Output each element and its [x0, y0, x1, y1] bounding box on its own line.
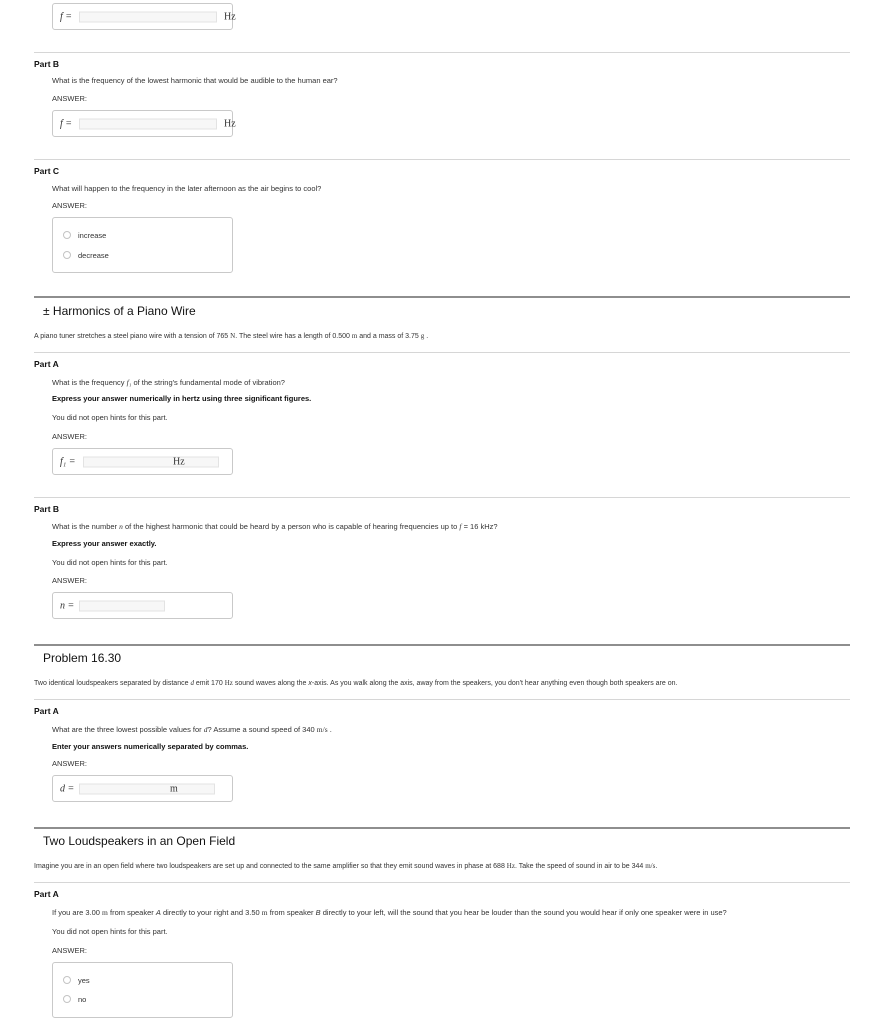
- unit-label: Hz: [173, 456, 185, 467]
- answer-label: ANSWER:: [52, 201, 88, 210]
- part-a-heading: Part A: [34, 359, 59, 369]
- answer-label: ANSWER:: [52, 432, 88, 441]
- part-c-choices-box: [52, 217, 233, 273]
- frequency-variable-label: f =: [60, 118, 73, 129]
- part-c-question: What will happen to the frequency in the later afternoon as the air begins to cool?: [52, 184, 322, 193]
- f1-variable-label: f₁ =: [60, 456, 76, 467]
- part-a-instruction: Express your answer numerically in hertz using three significant figures.: [52, 394, 312, 403]
- part-b-question: What is the number n of the highest harmonic that could be heard by a person who is capable of hearing frequencies up to f = 16 kHz?: [52, 522, 498, 531]
- divider: [34, 352, 850, 353]
- n-input[interactable]: [79, 600, 165, 611]
- decrease-radio[interactable]: [63, 251, 71, 259]
- part-a-heading: Part A: [34, 889, 59, 899]
- divider: [34, 159, 850, 160]
- problem-intro: Two identical loudspeakers separated by distance d emit 170 Hz sound waves along the x-axis. As you walk along the axis, away from the speakers, you don't hear anything even though both speakers are on.: [34, 679, 678, 687]
- part-a-answer-box: [52, 448, 233, 475]
- problem-title: Two Loudspeakers in an Open Field: [43, 834, 236, 848]
- part-a-question: If you are 3.00 m from speaker A directly to your right and 3.50 m from speaker B directly to your left, will the sound that you hear be louder than the sound you would hear if only one speaker were in use?: [52, 908, 727, 917]
- problem-intro: A piano tuner stretches a steel piano wire with a tension of 765 N. The steel wire has a length of 0.500 m and a mass of 3.75 g .: [34, 332, 429, 340]
- unit-label: m: [170, 783, 178, 794]
- problem-divider: [34, 827, 850, 829]
- increase-label: increase: [78, 231, 107, 240]
- unit-label: Hz: [224, 118, 236, 129]
- frequency-input[interactable]: [79, 11, 217, 22]
- hints-note: You did not open hints for this part.: [52, 927, 168, 936]
- frequency-input[interactable]: [79, 118, 217, 129]
- part-a-question: What are the three lowest possible values for d? Assume a sound speed of 340 m/s .: [52, 725, 332, 734]
- decrease-label: decrease: [78, 251, 109, 260]
- answer-label: ANSWER:: [52, 759, 88, 768]
- part-c-heading: Part C: [34, 166, 60, 176]
- part-b-heading: Part B: [34, 504, 60, 514]
- divider: [34, 882, 850, 883]
- part-a-instruction: Enter your answers numerically separated by commas.: [52, 742, 249, 751]
- answer-label: ANSWER:: [52, 576, 88, 585]
- part-a-question: What is the frequency f₁ of the string's fundamental mode of vibration?: [52, 378, 285, 387]
- problem-divider: [34, 296, 850, 298]
- unit-label: Hz: [224, 11, 236, 22]
- problem-divider: [34, 644, 850, 646]
- part-b-answer-box: [52, 110, 236, 137]
- n-variable-label: n =: [60, 600, 75, 611]
- answer-label: ANSWER:: [52, 94, 88, 103]
- d-variable-label: d =: [60, 783, 75, 794]
- yes-radio[interactable]: [63, 976, 71, 984]
- d-input[interactable]: [79, 783, 215, 794]
- part-a-heading: Part A: [34, 706, 59, 716]
- part-b-instruction: Express your answer exactly.: [52, 539, 157, 548]
- answer-label: ANSWER:: [52, 946, 88, 955]
- divider: [34, 497, 850, 498]
- hints-note: You did not open hints for this part.: [52, 413, 168, 422]
- yes-label: yes: [78, 976, 90, 985]
- part-a-choices-box: [52, 962, 233, 1018]
- part-b-heading: Part B: [34, 59, 60, 69]
- no-radio[interactable]: [63, 995, 71, 1003]
- f1-input[interactable]: [83, 456, 219, 467]
- problem-intro: Imagine you are in an open field where two loudspeakers are set up and connected to the same amplifier so that they emit sound waves in phase at 688 Hz. Take the speed of sound in air to be 344 m/s.: [34, 862, 658, 870]
- top-answer-box: [52, 3, 236, 30]
- problem-title: ± Harmonics of a Piano Wire: [43, 304, 196, 318]
- no-label: no: [78, 995, 87, 1004]
- increase-radio[interactable]: [63, 231, 71, 239]
- problem-title: Problem 16.30: [43, 651, 122, 665]
- part-b-question: What is the frequency of the lowest harmonic that would be audible to the human ear?: [52, 76, 338, 85]
- part-b-answer-box: [52, 592, 233, 619]
- frequency-variable-label: f =: [60, 11, 73, 22]
- divider: [34, 699, 850, 700]
- part-a-answer-box: [52, 775, 233, 802]
- hints-note: You did not open hints for this part.: [52, 558, 168, 567]
- divider: [34, 52, 850, 53]
